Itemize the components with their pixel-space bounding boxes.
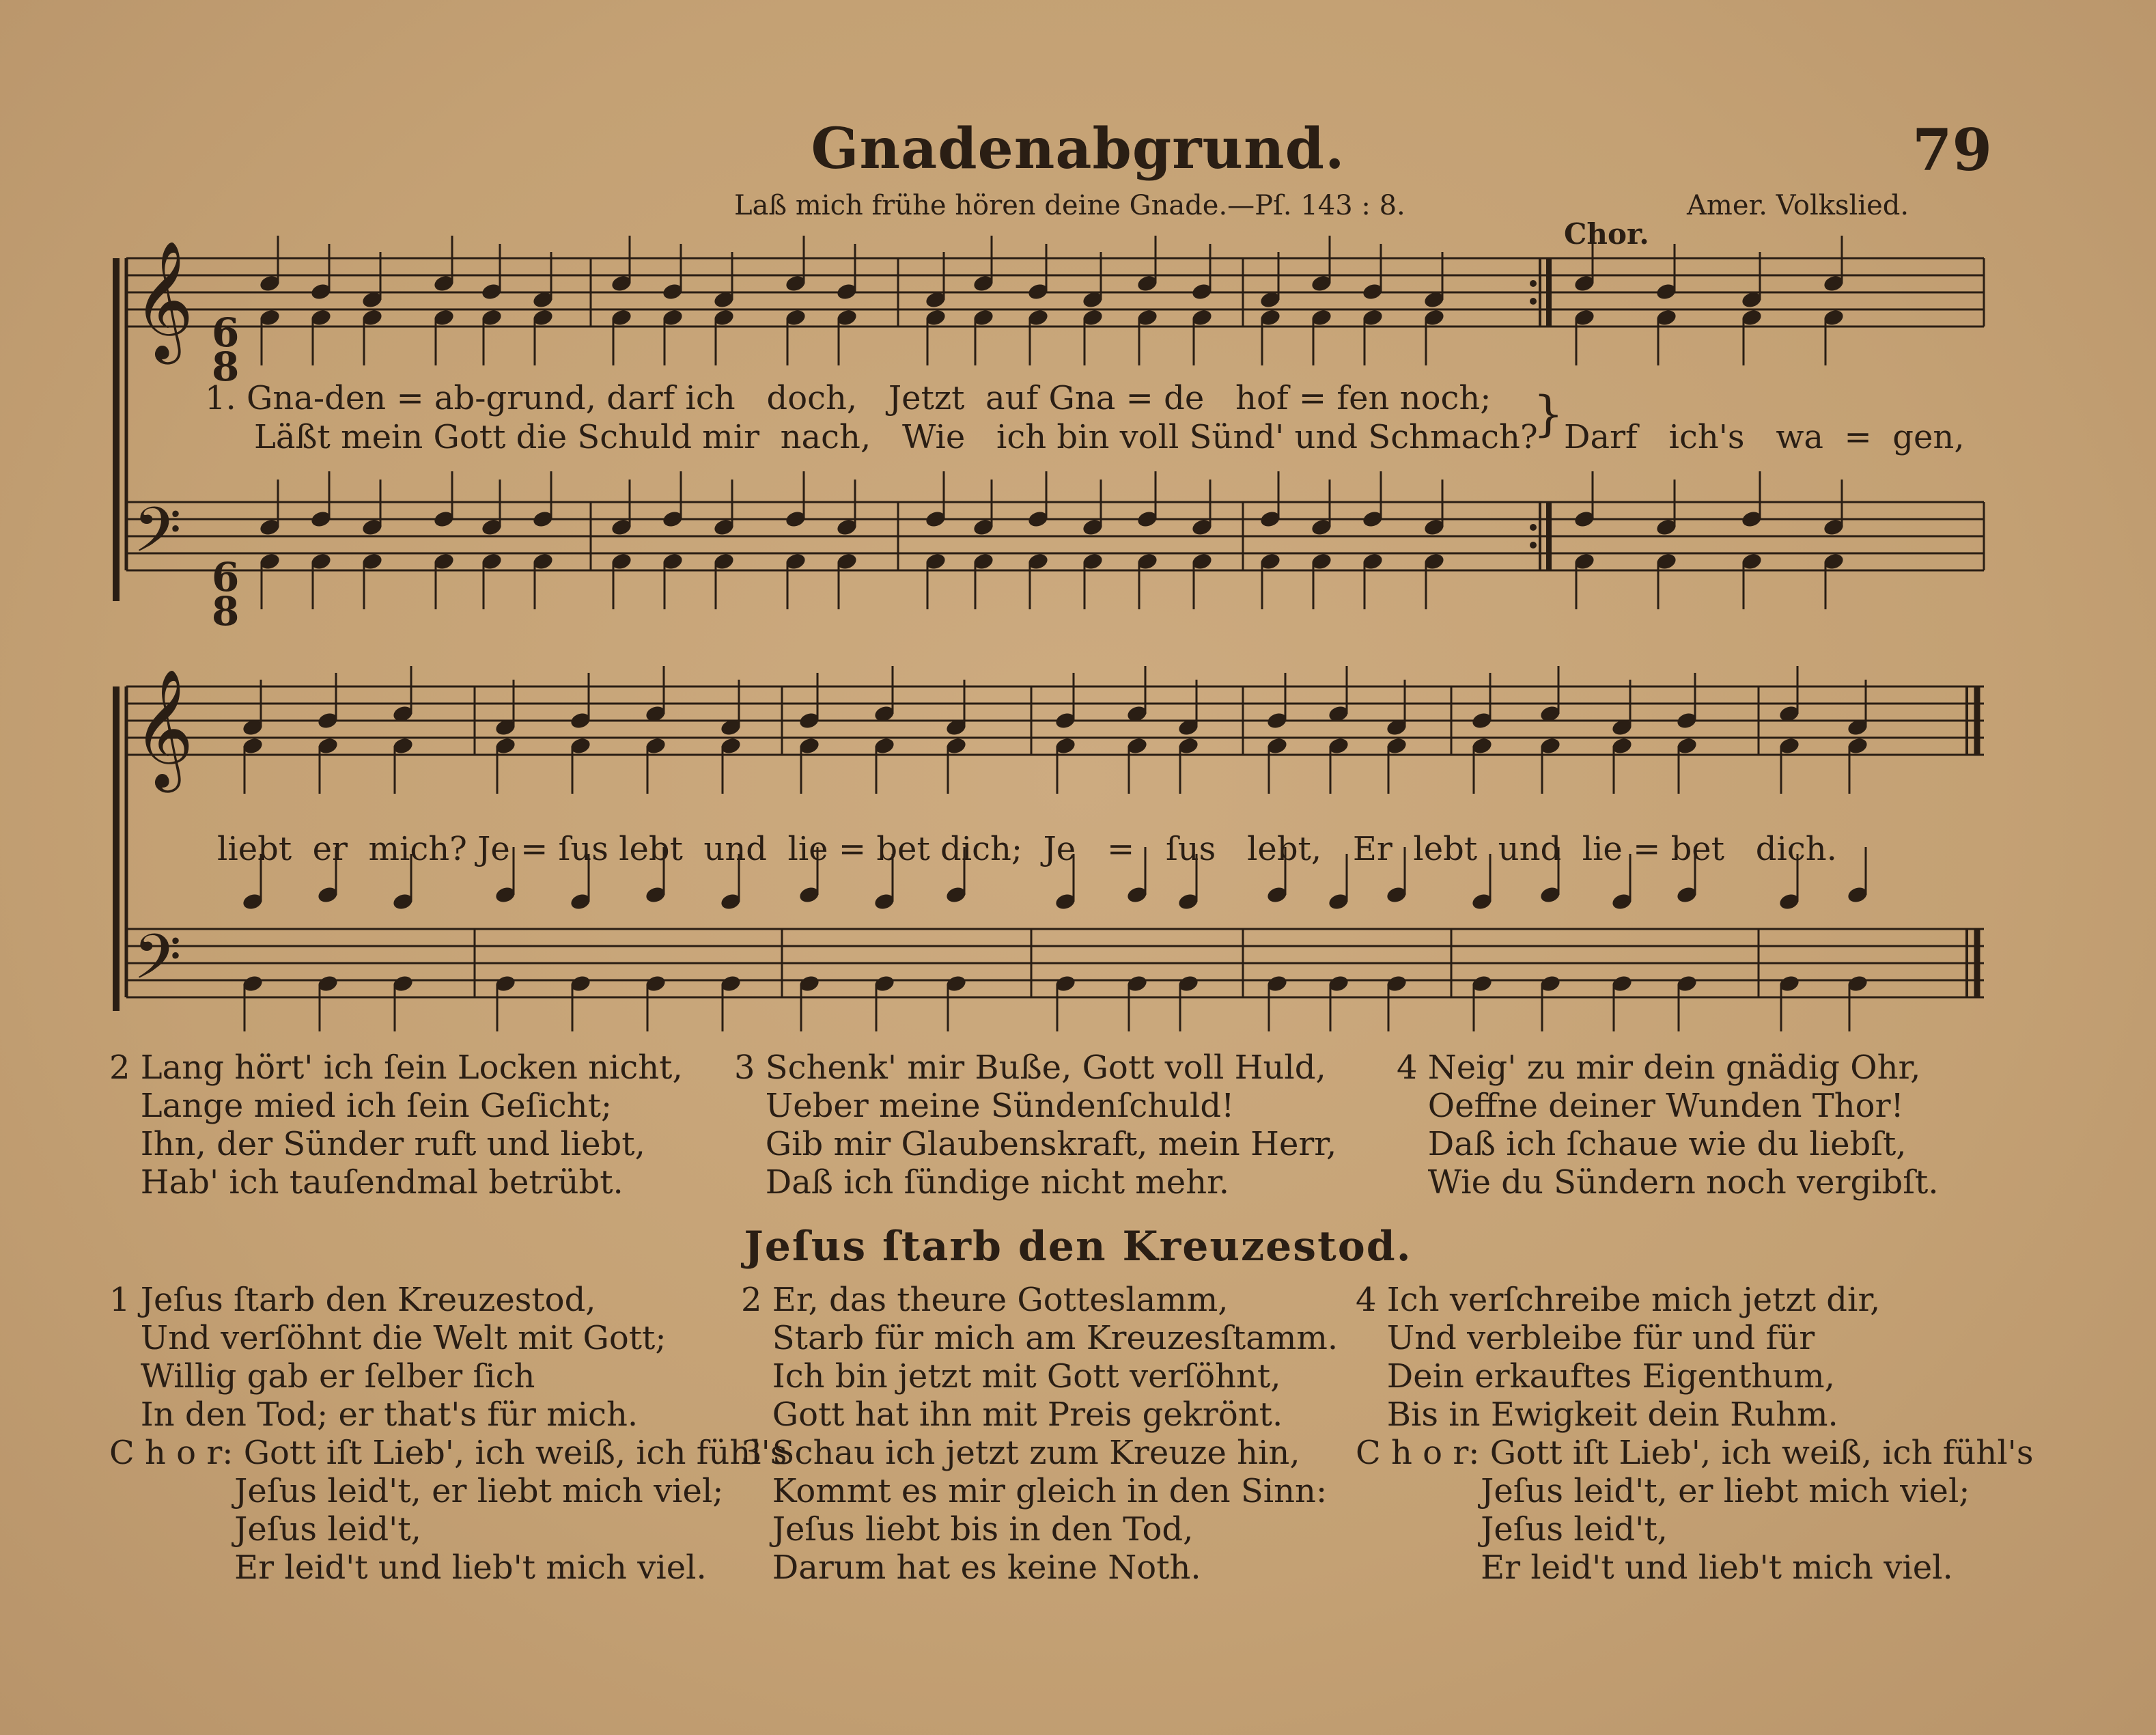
song2-col3-line: Jeſus leid't, bbox=[1356, 1510, 1668, 1549]
song2-col1-line: Er leid't und lieb't mich viel. bbox=[109, 1549, 707, 1587]
lyrics-verse1-line1: 1. Gna-den = ab-grund, darf ich doch, Jetzt auf Gna = de hof = fen noch; bbox=[205, 379, 1492, 417]
lyrics-chorus-start: Darf ich's wa = gen, bbox=[1564, 418, 1965, 456]
song2-col1-line: Willig gab er ſelber ſich bbox=[109, 1357, 535, 1396]
song2-col1-line: Und verſöhnt die Welt mit Gott; bbox=[109, 1319, 667, 1357]
song2-col1-line: Jeſus leid't, er liebt mich viel; bbox=[109, 1472, 724, 1510]
chorus-marker: Chor. bbox=[1564, 217, 1649, 251]
verse-2 bbox=[109, 1049, 683, 1202]
song2-col2-line: 2 Er, das theure Gotteslamm, bbox=[741, 1281, 1229, 1319]
verse-3 bbox=[734, 1049, 1336, 1202]
song2-col3-line: Jeſus leid't, er liebt mich viel; bbox=[1356, 1472, 1970, 1510]
song2-col3-line: Er leid't und lieb't mich viel. bbox=[1356, 1549, 1953, 1587]
verse-2-line: Hab' ich tauſendmal betrübt. bbox=[109, 1163, 624, 1202]
verse-2-line: Lange mied ich ſein Geſicht; bbox=[109, 1087, 613, 1125]
verse-4-line: Daß ich ſchaue wie du liebſt, bbox=[1397, 1125, 1907, 1163]
song2-col1-line: Jeſus leid't, bbox=[109, 1510, 421, 1549]
time-signature-bass: 6 8 bbox=[212, 554, 240, 635]
verse-4-line: 4 Neig' zu mir dein gnädig Ohr, bbox=[1397, 1049, 1921, 1087]
verse-3-line: 3 Schenk' mir Buße, Gott voll Huld, bbox=[734, 1049, 1326, 1087]
verse-2-line: Ihn, der Sünder ruft und liebt, bbox=[109, 1125, 645, 1163]
bass-clef-icon: 𝄢 bbox=[133, 921, 182, 1008]
song2-col3-line: 4 Ich verſchreibe mich jetzt dir, bbox=[1356, 1281, 1881, 1319]
song2-col2-line: Kommt es mir gleich in den Sinn: bbox=[741, 1472, 1328, 1510]
song2-col2-line: Ich bin jetzt mit Gott verſöhnt, bbox=[741, 1357, 1281, 1396]
verse-2-line: 2 Lang hört' ich ſein Locken nicht, bbox=[109, 1049, 683, 1087]
treble-clef-icon: 𝄞 bbox=[133, 240, 194, 359]
lyrics-system2: liebt er mich? Je = ſus lebt und lie = bet dich; Je = ſus lebt, Er lebt und lie = bet dich. bbox=[217, 830, 1837, 868]
composer-credit: Amer. Volkslied. bbox=[1687, 190, 1909, 221]
song2-col3-line: C h o r: Gott iſt Lieb', ich weiß, ich fühl's bbox=[1356, 1434, 2034, 1472]
scripture-reference: Laß mich frühe hören deine Gnade.—Pſ. 143 : 8. bbox=[734, 190, 1405, 221]
verse-3-line: Daß ich ſündige nicht mehr. bbox=[734, 1163, 1230, 1202]
verse-3-line: Ueber meine Sündenſchuld! bbox=[734, 1087, 1235, 1125]
system1-treble-staff bbox=[126, 258, 1984, 327]
verse-4-line: Wie du Sündern noch vergibſt. bbox=[1397, 1163, 1939, 1202]
song2-col3-line: Dein erkauftes Eigenthum, bbox=[1356, 1357, 1835, 1396]
treble-clef-icon: 𝄞 bbox=[133, 669, 194, 788]
song2-col2-line: Gott hat ihn mit Preis gekrönt. bbox=[741, 1396, 1283, 1434]
hymn-title: Gnadenabgrund. bbox=[811, 116, 1345, 182]
song2-col2-line: Darum hat es keine Noth. bbox=[741, 1549, 1201, 1587]
song2-column-1 bbox=[109, 1281, 787, 1587]
song2-column-2 bbox=[741, 1281, 1338, 1587]
verse-4-line: Oeffne deiner Wunden Thor! bbox=[1397, 1087, 1904, 1125]
song2-column-3 bbox=[1356, 1281, 2034, 1587]
bass-clef-icon: 𝄢 bbox=[133, 494, 182, 581]
time-signature-treble: 6 8 bbox=[212, 309, 240, 390]
lyrics-verse1-line2: Läßt mein Gott die Schuld mir nach, Wie ich bin voll Sünd' und Schmach? bbox=[254, 418, 1538, 456]
page-number: 79 bbox=[1912, 116, 1992, 184]
lyrics-brace: } bbox=[1533, 386, 1564, 442]
system1-bass-staff bbox=[126, 502, 1984, 570]
song2-col3-line: Und verbleibe für und für bbox=[1356, 1319, 1815, 1357]
song2-col2-line: Starb für mich am Kreuzesſtamm. bbox=[741, 1319, 1339, 1357]
verse-3-line: Gib mir Glaubenskraft, mein Herr, bbox=[734, 1125, 1337, 1163]
song2-col2-line: 3 Schau ich jetzt zum Kreuze hin, bbox=[741, 1434, 1300, 1472]
song2-col1-line: In den Tod; er that's für mich. bbox=[109, 1396, 639, 1434]
song2-col3-line: Bis in Ewigkeit dein Ruhm. bbox=[1356, 1396, 1838, 1434]
song2-title: Jeſus ſtarb den Kreuzestod. bbox=[744, 1223, 1412, 1271]
song2-col1-line: 1 Jeſus ſtarb den Kreuzestod, bbox=[109, 1281, 596, 1319]
verse-4 bbox=[1397, 1049, 1939, 1202]
song2-col2-line: Jeſus liebt bis in den Tod, bbox=[741, 1510, 1194, 1549]
song2-col1-line: C h o r: Gott iſt Lieb', ich weiß, ich fühl's bbox=[109, 1434, 787, 1472]
